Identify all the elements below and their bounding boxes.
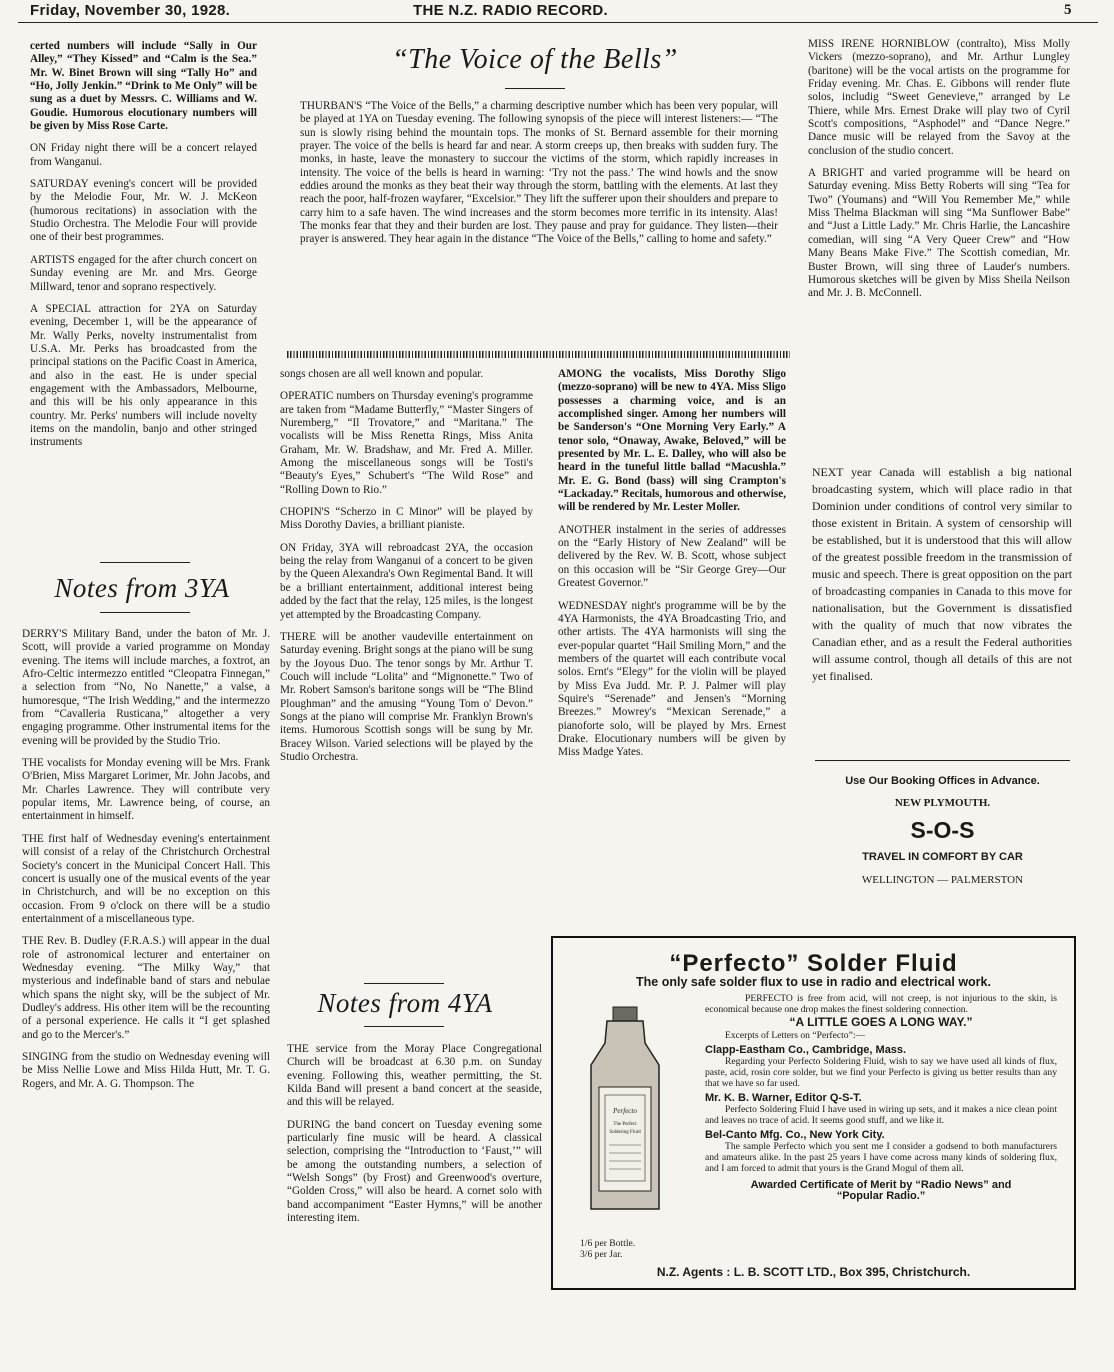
testimonial-heading: Clapp-Eastham Co., Cambridge, Mass.: [705, 1044, 907, 1056]
bells-article: [300, 100, 778, 256]
price-jar: 3/6 per Jar.: [580, 1249, 623, 1260]
paragraph: ARTISTS engaged for the after church concert on Sunday evening are Mr. and Mrs. George Millward, tenor and soprano respectively.: [30, 253, 257, 293]
svg-text:Perfecto: Perfecto: [613, 1107, 637, 1115]
paragraph: WEDNESDAY night's programme will be by the 4YA Harmonists, the 4YA Broadcasting Trio, and other artists. The 4YA harmonists will sing the ever-popular quartet “Hail Smiling Morn,” and the members of the quartet will each contribute vocal solos. Ernt's “Elegy” for the violin will be played by Miss Eva Judd. Mr. P. J. Palmer will play Squire's “Serenade” and Jensen's “Morning Breezes.” Mowrey's “Mexican Serenade,” a pianoforte solo, will be played by Mrs. Ernest Drake. Elocutionary numbers will be given by Miss Madge Yates.: [558, 599, 786, 759]
divider: [100, 612, 190, 613]
paragraph: THERE will be another vaudeville entertainment on Saturday evening. Bright songs at the piano will be sung by the Joyous Duo. The tenor songs by Mr. Arthur T. Couch will include “Lolita” and “Mignonette.” Two of Mr. Robert Samson's baritone songs will be “The Blind Ploughman” and the amusing “Young Tom o' Devon.” Songs at the piano will comprise Mr. Franklyn Brown's items. Humorous Scottish songs will be sung by Mr. Bracey Wilson. Varied selections will be played by the Studio Orchestra.: [280, 630, 533, 763]
testimonial-heading: Mr. K. B. Warner, Editor Q-S-T.: [705, 1092, 862, 1104]
bottle-illustration: [585, 1003, 665, 1218]
divider: [100, 562, 190, 563]
price-bottle: 1/6 per Bottle.: [580, 1238, 636, 1249]
divider: [364, 1026, 444, 1027]
perfecto-agents: N.Z. Agents : L. B. SCOTT LTD., Box 395, Christchurch.: [656, 1265, 971, 1279]
testimonial-text: Perfecto Soldering Fluid I have used in wiring up sets, and it makes a nice clean point and leaves no trace of acid. It seems good stuff, and we like it.: [705, 1104, 1057, 1126]
testimonial-heading: Bel-Canto Mfg. Co., New York City.: [705, 1129, 885, 1141]
dotted-divider: [287, 351, 790, 358]
paragraph: A BRIGHT and varied programme will be heard on Saturday evening. Miss Betty Roberts will sing “Tea for Two” (Youmans) and “Will You Remember Me,” while Miss Thelma Blackman will sing “Ma Sunflower Babe” and “Just a Little Lady.” Mr. Chris Harlie, the Lancashire comedian, will sing “A Very Queer Crew” and “How Many Beans Make Five.” The Scottish comedian, Mr. Buster Brown, will sing three of Lauder's numbers. Humorous sketches will be given by Miss Sheila Neilson and Mr. J. B. McConnell.: [808, 167, 1070, 300]
paragraph: AMONG the vocalists, Miss Dorothy Sligo (mezzo-soprano) will be new to 4YA. Miss Sligo possesses a charming voice, and is an accomplished singer. Among her numbers will be Sanderson's “One Morning Very Early.” A tenor solo, “Onaway, Awake, Beloved,” will be presented by Mr. L. E. Dalley, who will also be heard in the tuneful little ballad “Macushla.” Mr. E. G. Bond (bass) will sing Crampton's “Lackaday.” Recitals, humorous and otherwise, will be rendered by Mr. Lester Moller.: [558, 368, 786, 514]
paragraph: THE service from the Moray Place Congregational Church will be broadcast at 6.30 p.m. on Sunday evening. Following this, weather permitting, the St. Kilda Band will present a band concert at the seaside, and this will be relayed.: [287, 1043, 542, 1109]
page-number: 5: [1064, 2, 1072, 18]
sos-ad: [815, 775, 1070, 886]
column-3: [558, 368, 786, 769]
paragraph: SATURDAY evening's concert will be provided by the Melodie Four, Mr. W. J. McKeon (humorous recitations) in association with the Studio Orchestra. The Melodie Four will provide one of their best programmes.: [30, 178, 257, 244]
sos-line: Use Our Booking Offices in Advance.: [845, 775, 1040, 787]
column-4-top: [808, 38, 1070, 310]
section-title-4ya: Notes from 4YA: [317, 988, 493, 1018]
page-header: [18, 0, 1098, 23]
paragraph: THE first half of Wednesday evening's entertainment will consist of a relay of the Christchurch Orchestral Society's concert in the Municipal Concert Hall. This concert is usually one of the musical events of the year in Christchurch, and will be no exception on this occasion. From 9 o'clock on there will be a studio entertainment of a miscellaneous type.: [22, 832, 270, 925]
perfecto-excerpts: Excerpts of Letters on “Perfecto”:—: [725, 1030, 866, 1041]
paragraph: THURBAN'S “The Voice of the Bells,” a charming descriptive number which has been very popular, will be played at 1YA on Tuesday evening. The following synopsis of the piece will interest listeners:— “The sun is slowly rising behind the mountain tops. The monks of St. Bernard assemble for their morning prayer. The voice of the bells is heard far and near. A storm creeps up, then breaks with sudden fury. The monks, in haste, leave the monastery to succour the victims of the storm, which rapidly increases in intensity. The voice of the bells is heard in warning: ‘Try not the pass.’ The wind howls and the snow eddies around the monks as they beat their way through the storm, battling with the elements. At last they reach the poor, half-frozen wayfarer, “Excelsior.” They lift the sufferer upon their shoulders and prepare to carry him to a safe haven. The wind increases and the storm becomes more terrific in its intensity. Alas! The monks fear that they and their burden are lost. They pause and pray for guidance. They listen—their prayer is answered. They hear again in the distance “The Voice of the Bells,” calling to home and safety.”: [300, 100, 778, 246]
sos-brand: S-O-S: [910, 817, 975, 843]
perfecto-slogan: “A LITTLE GOES A LONG WAY.”: [789, 1015, 973, 1029]
paragraph: CHOPIN'S “Scherzo in C Minor” will be played by Miss Dorothy Davies, a brilliant pianiste.: [280, 506, 533, 532]
sos-line: NEW PLYMOUTH.: [894, 797, 991, 809]
paragraph: NEXT year Canada will establish a big national broadcasting system, which will place radio in that Dominion under conditions of control very similar to those existent in Britain. A system of censorship will be established, but it is understood that this will allow of the greatest possible freedom in the transmission of music and speech. There is great opposition on the part of broadcasting companies in Canada to this move for nationalisation, but the Government is dissatisfied with the quality of much that now vibrates the Canadian ether, and as a result the Federal authorities will assume control, though all details of this are not yet finalised.: [812, 465, 1072, 683]
paragraph: A SPECIAL attraction for 2YA on Saturday evening, December 1, will be the appearance of Mr. Wally Perks, novelty instrumentalist from U.S.A. Mr. Perks has broadcasted from the principal stations on the Pacific Coast in America, and also in the east. He is under special engagement with the Ambassadors, Melbourne, and this will be his only appearance in this country. Mr. Perks' numbers will include novelty items on the mandolin, banjo and other stringed instruments: [30, 302, 257, 449]
perfecto-intro: PERFECTO is free from acid, will not creep, is not injurious to the skin, is economical because one drop makes the finest soldering connection.: [705, 993, 1057, 1015]
section-title-3ya: Notes from 3YA: [54, 573, 230, 603]
paragraph: certed numbers will include “Sally in Our Alley,” “They Kissed” and “Calm is the Sea.” Mr. W. Binet Brown will sing “Tally Ho” and “Ho, Jolly Jenkin.” “Drink to Me Only” will be sung as a duet by Messrs. C. Williams and W. Goudie. Humorous elocutionary numbers will be given by Miss Rose Carte.: [30, 40, 257, 133]
paragraph: SINGING from the studio on Wednesday evening will be Miss Nellie Lowe and Miss Hilda Hutt, Mr. T. G. Rogers, and Mr. A. G. Thompson. The: [22, 1050, 270, 1090]
perfecto-copy: [705, 993, 1057, 1204]
column-1-top: [30, 40, 257, 459]
paragraph: MISS IRENE HORNIBLOW (contralto), Miss Molly Vickers (mezzo-soprano), and Mr. Arthur Lungley (baritone) will be the vocal artists on the programme for Friday evening. Mr. Chas. E. Gibbons will render flute solos, includig “Sweet Genevieve,” arranged by Le Thiere, while Mrs. Ernest Drake will play two of Cyril Scott's compositions, “Asphodel” and “Dance Negre.” Dance music will be relayed from the Savoy at the conclusion of the studio concert.: [808, 38, 1070, 157]
svg-text:The Perfect: The Perfect: [613, 1122, 637, 1127]
paragraph: songs chosen are all well known and popular.: [280, 368, 484, 380]
testimonial-text: The sample Perfecto which you sent me I consider a godsend to both manufacturers and amateurs alike. In the past 25 years I have come across many kinds of soldering flux, and I am forced to admit that yours is the Grand Mogul of them all.: [705, 1141, 1057, 1174]
paragraph: ON Friday night there will be a concert relayed from Wanganui.: [30, 142, 257, 168]
perfecto-title: “Perfecto” Solder Fluid: [669, 950, 958, 977]
sos-line: TRAVEL IN COMFORT BY CAR: [862, 851, 1023, 863]
paragraph: THE Rev. B. Dudley (F.R.A.S.) will appear in the dual role of astronomical lecturer and entertainer on Wednesday evening. “The Milky Way,” that mysterious and indefinable band of stars and nebulae which spans the night sky, will be the subject of Mr. Dudley's address. His other item will be the recounting of a personal experience. He calls it “I get splashed and go to the Mercer's.”: [22, 935, 270, 1041]
perfecto-subtitle: The only safe solder flux to use in radio and electrical work.: [636, 975, 991, 989]
column-2-bottom: [287, 1043, 542, 1234]
sos-line: WELLINGTON — PALMERSTON: [861, 874, 1024, 886]
perfecto-award: Awarded Certificate of Merit by “Radio News” and “Popular Radio.”: [750, 1179, 1012, 1202]
paragraph: DERRY'S Military Band, under the baton of Mr. J. Scott, will provide a varied programme on Monday evening. The items will include marches, a foxtrot, an Afro-Celtic intermezzo entitled “Cleopatra Finnegan,” a selection from “No, No Nanette,” a valse, a humoresque, “The Irish Wedding,” and the intermezzo from “Cavalleria Rusticana,” altogether a very engaging programme. Other instrumental items for the evening will be provided by the Studio Trio.: [22, 628, 270, 747]
testimonial-text: Regarding your Perfecto Soldering Fluid, wish to say we have used all kinds of flux, paste, acid, rosin core solder, but we find your Perfecto is giving us better results than any that we have so far used.: [705, 1056, 1057, 1089]
divider: [505, 88, 565, 89]
column-4-canada: [812, 464, 1072, 694]
header-date: Friday, November 30, 1928.: [30, 2, 231, 19]
paragraph: THE vocalists for Monday evening will be Mrs. Frank O'Brien, Miss Margaret Lorimer, Mr. John Jacobs, and Mr. Charles Lawrence. They will contribute very popular items, Mr. Lawrence being, of course, an entertainment in himself.: [22, 757, 270, 823]
divider: [815, 760, 1070, 761]
paragraph: DURING the band concert on Tuesday evening some particularly fine music will be heard. A classical selection, comprising the “Introduction to ‘Faust,’” will be among the outstanding numbers, a selection of “Welsh Songs” (by Frost) and Greenwood's overture, “Golden Cross,” will also be heard. A cornet solo with band accompaniment “Easter Hymns,” will be another interesting item.: [287, 1118, 542, 1225]
svg-text:Soldering Fluid: Soldering Fluid: [609, 1130, 641, 1135]
column-2-top: [280, 368, 533, 773]
paragraph: OPERATIC numbers on Thursday evening's programme are taken from “Madame Butterfly,” “Master Singers of Nuremberg,” “Il Trovatore,” and “Maritana.” The vocalists will be Miss Renetta Rings, Miss Anita Graham, Mr. W. Bradshaw, and Mr. Fred A. Miller. Among the miscellaneous songs will be Tosti's “Beauty's Eyes,” Schubert's “The Wild Rose” and “Rolling Down to Rio.”: [280, 390, 533, 496]
bottle-prices: [580, 1238, 690, 1260]
paragraph: ON Friday, 3YA will rebroadcast 2YA, the occasion being the relay from Wanganui of a concert to be given by the Queen Alexandra's Own Regimental Band. It will be a brilliant entertainment, additional interest being added by the fact that the relay, 125 miles, is the longest yet attempted by the Broadcasting Company.: [280, 541, 533, 621]
feature-title: “The Voice of the Bells”: [392, 44, 678, 75]
masthead: THE N.Z. RADIO RECORD.: [413, 2, 608, 19]
divider: [364, 983, 444, 984]
column-1-bottom: [22, 628, 270, 1100]
paragraph: ANOTHER instalment in the series of addresses on the “Early History of New Zealand” will be delivered by the Rev. W. B. Scott, whose subject on this occasion will be “Sir George Grey—Our Greatest Governor.”: [558, 523, 786, 590]
